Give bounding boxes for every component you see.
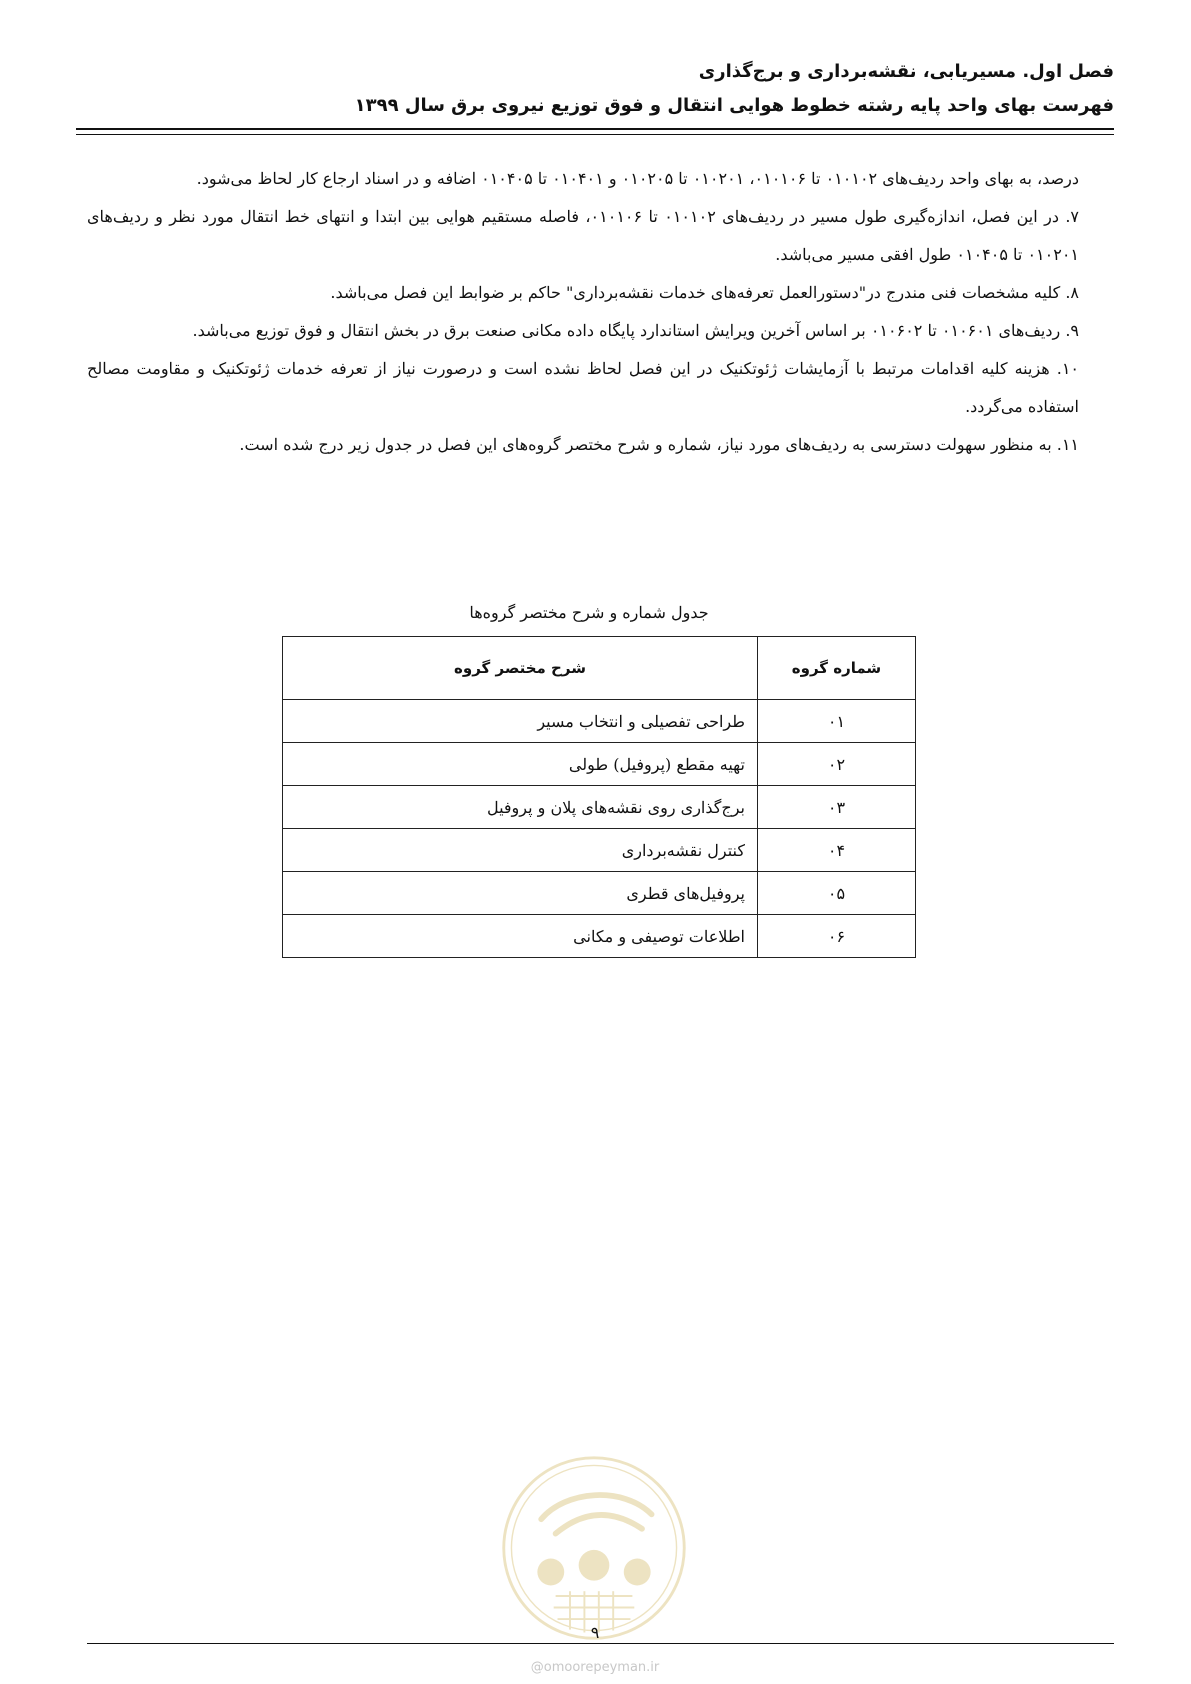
- table-header-row: [283, 637, 916, 700]
- site-watermark-text: @omoorepeyman.ir: [530, 1660, 660, 1675]
- paragraph-item-11: ۱۱. به منظور سهولت دسترسی به ردیف‌های مورد نیاز، شماره و شرح مختصر گروه‌های این فصل در جدول زیر درج شده است.: [239, 435, 1079, 454]
- column-header-description: شرح مختصر گروه: [283, 637, 758, 700]
- group-number-cell: ۰۲: [758, 743, 916, 786]
- paragraph-item-8: ۸. کلیه مشخصات فنی مندرج در"دستورالعمل تعرفه‌های خدمات نقشه‌برداری" حاکم بر ضوابط این فصل می‌باشد.: [330, 283, 1079, 302]
- group-description-cell: اطلاعات توصیفی و مکانی: [283, 915, 758, 958]
- group-description-cell: پروفیل‌های قطری: [283, 872, 758, 915]
- group-table: [282, 636, 916, 958]
- body-text: [87, 160, 1079, 464]
- table-row: [283, 872, 916, 915]
- paragraph-item-9: ۹. ردیف‌های ۰۱۰۶۰۱ تا ۰۱۰۶۰۲ بر اساس آخرین ویرایش استاندارد پایگاه داده مکانی صنعت برق در بخش انتقال و فوق توزیع می‌باشد.: [192, 321, 1079, 340]
- header-rule-thin: [76, 134, 1114, 135]
- group-number-cell: ۰۱: [758, 700, 916, 743]
- header-rule-thick: [76, 128, 1114, 130]
- site-domain: omoorepeyman.ir: [543, 1660, 660, 1675]
- page-number: ۹: [590, 1623, 600, 1642]
- table-row: [283, 743, 916, 786]
- group-description-cell: برج‌گذاری روی نقشه‌های پلان و پروفیل: [283, 786, 758, 829]
- watermark-logo: [498, 1452, 690, 1644]
- table-row: [283, 915, 916, 958]
- table-row: [283, 829, 916, 872]
- group-description-cell: طراحی تفصیلی و انتخاب مسیر: [283, 700, 758, 743]
- paragraph-item-7: ۷. در این فصل، اندازه‌گیری طول مسیر در ردیف‌های ۰۱۰۱۰۲ تا ۰۱۰۱۰۶، فاصله مستقیم هوایی بین ابتدا و انتهای خط انتقال مورد نظر و ردیف‌های ۰۱۰۲۰۱ تا ۰۱۰۴۰۵ طول افقی مسیر می‌باشد.: [87, 207, 1080, 264]
- group-number-cell: ۰۶: [758, 915, 916, 958]
- document-title: فهرست بهای واحد پایه رشته خطوط هوایی انتقال و فوق توزیع نیروی برق سال ۱۳۹۹: [354, 95, 1114, 116]
- table-row: [283, 786, 916, 829]
- table-caption: جدول شماره و شرح مختصر گروه‌ها: [469, 603, 709, 622]
- group-number-cell: ۰۵: [758, 872, 916, 915]
- group-description-cell: تهیه مقطع (پروفیل) طولی: [283, 743, 758, 786]
- table-row: [283, 700, 916, 743]
- paragraph-item-10: ۱۰. هزینه کلیه اقدامات مرتبط با آزمایشات ژئوتکنیک در این فصل لحاظ نشده است و درصورت نیاز از تعرفه خدمات ژئوتکنیک و مقاومت مصالح استفاده می‌گردد.: [87, 359, 1079, 416]
- column-header-number: شماره گروه: [758, 637, 916, 700]
- chapter-title: فصل اول. مسیریابی، نقشه‌برداری و برج‌گذاری: [698, 61, 1114, 82]
- paragraph-continuation: درصد، به بهای واحد ردیف‌های ۰۱۰۱۰۲ تا ۰۱۰۱۰۶، ۰۱۰۲۰۱ تا ۰۱۰۲۰۵ و ۰۱۰۴۰۱ تا ۰۱۰۴۰۵ اضافه و در اسناد ارجاع کار لحاظ می‌شود.: [196, 169, 1079, 188]
- group-number-cell: ۰۴: [758, 829, 916, 872]
- group-description-cell: کنترل نقشه‌برداری: [283, 829, 758, 872]
- group-number-cell: ۰۳: [758, 786, 916, 829]
- page-header: [76, 55, 1114, 123]
- footer-rule: [87, 1643, 1114, 1644]
